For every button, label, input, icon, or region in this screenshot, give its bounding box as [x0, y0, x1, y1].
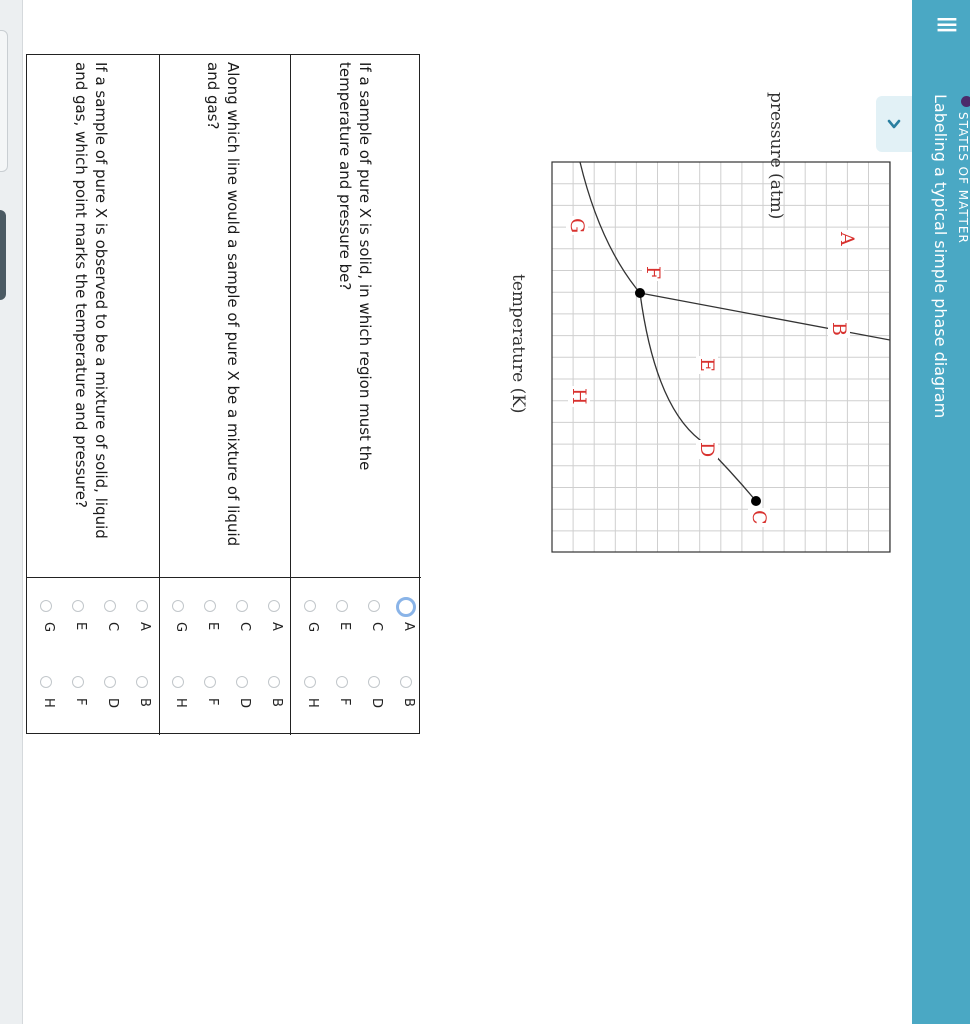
radio-label[interactable]: E: [205, 622, 220, 631]
radio-option-a[interactable]: [136, 600, 148, 612]
radio-option-c[interactable]: [104, 600, 116, 612]
question-1-line-2: temperature and pressure be?: [336, 62, 354, 291]
radio-label[interactable]: B: [137, 698, 152, 707]
radio-option-c[interactable]: [368, 600, 380, 612]
topic-label: STATES OF MATTER: [956, 112, 970, 244]
question-2-line-2: and gas?: [204, 62, 222, 130]
topic-dot-icon: [961, 96, 970, 107]
radio-option-f[interactable]: [336, 676, 348, 688]
radio-option-g[interactable]: [304, 600, 316, 612]
radio-label[interactable]: H: [173, 698, 188, 708]
chevron-left-icon: [885, 115, 903, 133]
x-axis-label: temperature (K): [508, 274, 528, 414]
radio-label[interactable]: H: [41, 698, 56, 708]
radio-label[interactable]: B: [269, 698, 284, 707]
page-title: Labeling a typical simple phase diagram: [931, 94, 950, 419]
side-tab[interactable]: [0, 30, 8, 172]
radio-option-d[interactable]: [236, 676, 248, 688]
question-1-line-1: If a sample of pure X is solid, in which region must the: [356, 62, 374, 471]
grid: [552, 162, 890, 552]
question-3-line-2: and gas, which point marks the temperature and pressure?: [72, 62, 90, 508]
radio-option-h[interactable]: [304, 676, 316, 688]
radio-label[interactable]: G: [173, 622, 188, 633]
radio-option-g[interactable]: [172, 600, 184, 612]
label-H: H: [568, 388, 590, 405]
radio-label[interactable]: G: [41, 622, 56, 633]
radio-label[interactable]: E: [73, 622, 88, 631]
radio-label[interactable]: G: [305, 622, 320, 633]
question-2-line-1: Along which line would a sample of pure X be a mixture of liquid: [224, 62, 242, 547]
critical-point: [751, 496, 761, 506]
y-axis-label: pressure (atm): [766, 92, 786, 220]
radio-option-f[interactable]: [72, 676, 84, 688]
row-divider: [159, 55, 160, 735]
radio-label[interactable]: F: [73, 698, 88, 706]
hamburger-icon[interactable]: ≡: [934, 7, 960, 42]
fusion-curve: [640, 293, 890, 340]
label-D: D: [696, 442, 718, 458]
triple-point: [635, 288, 645, 298]
radio-option-f[interactable]: [204, 676, 216, 688]
column-divider: [27, 577, 421, 578]
radio-option-a[interactable]: [396, 597, 416, 617]
radio-label[interactable]: C: [237, 622, 252, 632]
radio-option-h[interactable]: [172, 676, 184, 688]
radio-label[interactable]: A: [269, 622, 284, 631]
label-A: A: [836, 232, 858, 246]
radio-label[interactable]: C: [105, 622, 120, 632]
radio-label[interactable]: C: [369, 622, 384, 632]
radio-label[interactable]: B: [401, 698, 416, 707]
radio-label[interactable]: D: [237, 698, 252, 709]
radio-label[interactable]: H: [305, 698, 320, 708]
radio-option-b[interactable]: [400, 676, 412, 688]
question-3-line-1: If a sample of pure X is observed to be a mixture of solid, liquid: [92, 62, 110, 539]
phase-diagram: [540, 150, 900, 560]
radio-label[interactable]: F: [205, 698, 220, 706]
radio-option-d[interactable]: [368, 676, 380, 688]
label-B: B: [828, 322, 850, 336]
radio-option-b[interactable]: [268, 676, 280, 688]
row-divider: [290, 55, 291, 735]
radio-option-a[interactable]: [268, 600, 280, 612]
radio-option-g[interactable]: [40, 600, 52, 612]
radio-label[interactable]: A: [401, 622, 416, 631]
label-F: F: [642, 266, 664, 280]
label-E: E: [696, 358, 718, 372]
radio-option-e[interactable]: [336, 600, 348, 612]
label-G: G: [566, 218, 588, 234]
radio-option-d[interactable]: [104, 676, 116, 688]
side-tab-dark[interactable]: [0, 210, 6, 300]
label-C: C: [748, 510, 770, 525]
radio-option-b[interactable]: [136, 676, 148, 688]
radio-label[interactable]: E: [337, 622, 352, 631]
radio-option-e[interactable]: [204, 600, 216, 612]
radio-option-h[interactable]: [40, 676, 52, 688]
radio-label[interactable]: F: [337, 698, 352, 706]
radio-label[interactable]: D: [369, 698, 384, 709]
radio-option-c[interactable]: [236, 600, 248, 612]
radio-option-e[interactable]: [72, 600, 84, 612]
radio-label[interactable]: A: [137, 622, 152, 631]
radio-label[interactable]: D: [105, 698, 120, 709]
collapse-button[interactable]: [876, 96, 912, 152]
